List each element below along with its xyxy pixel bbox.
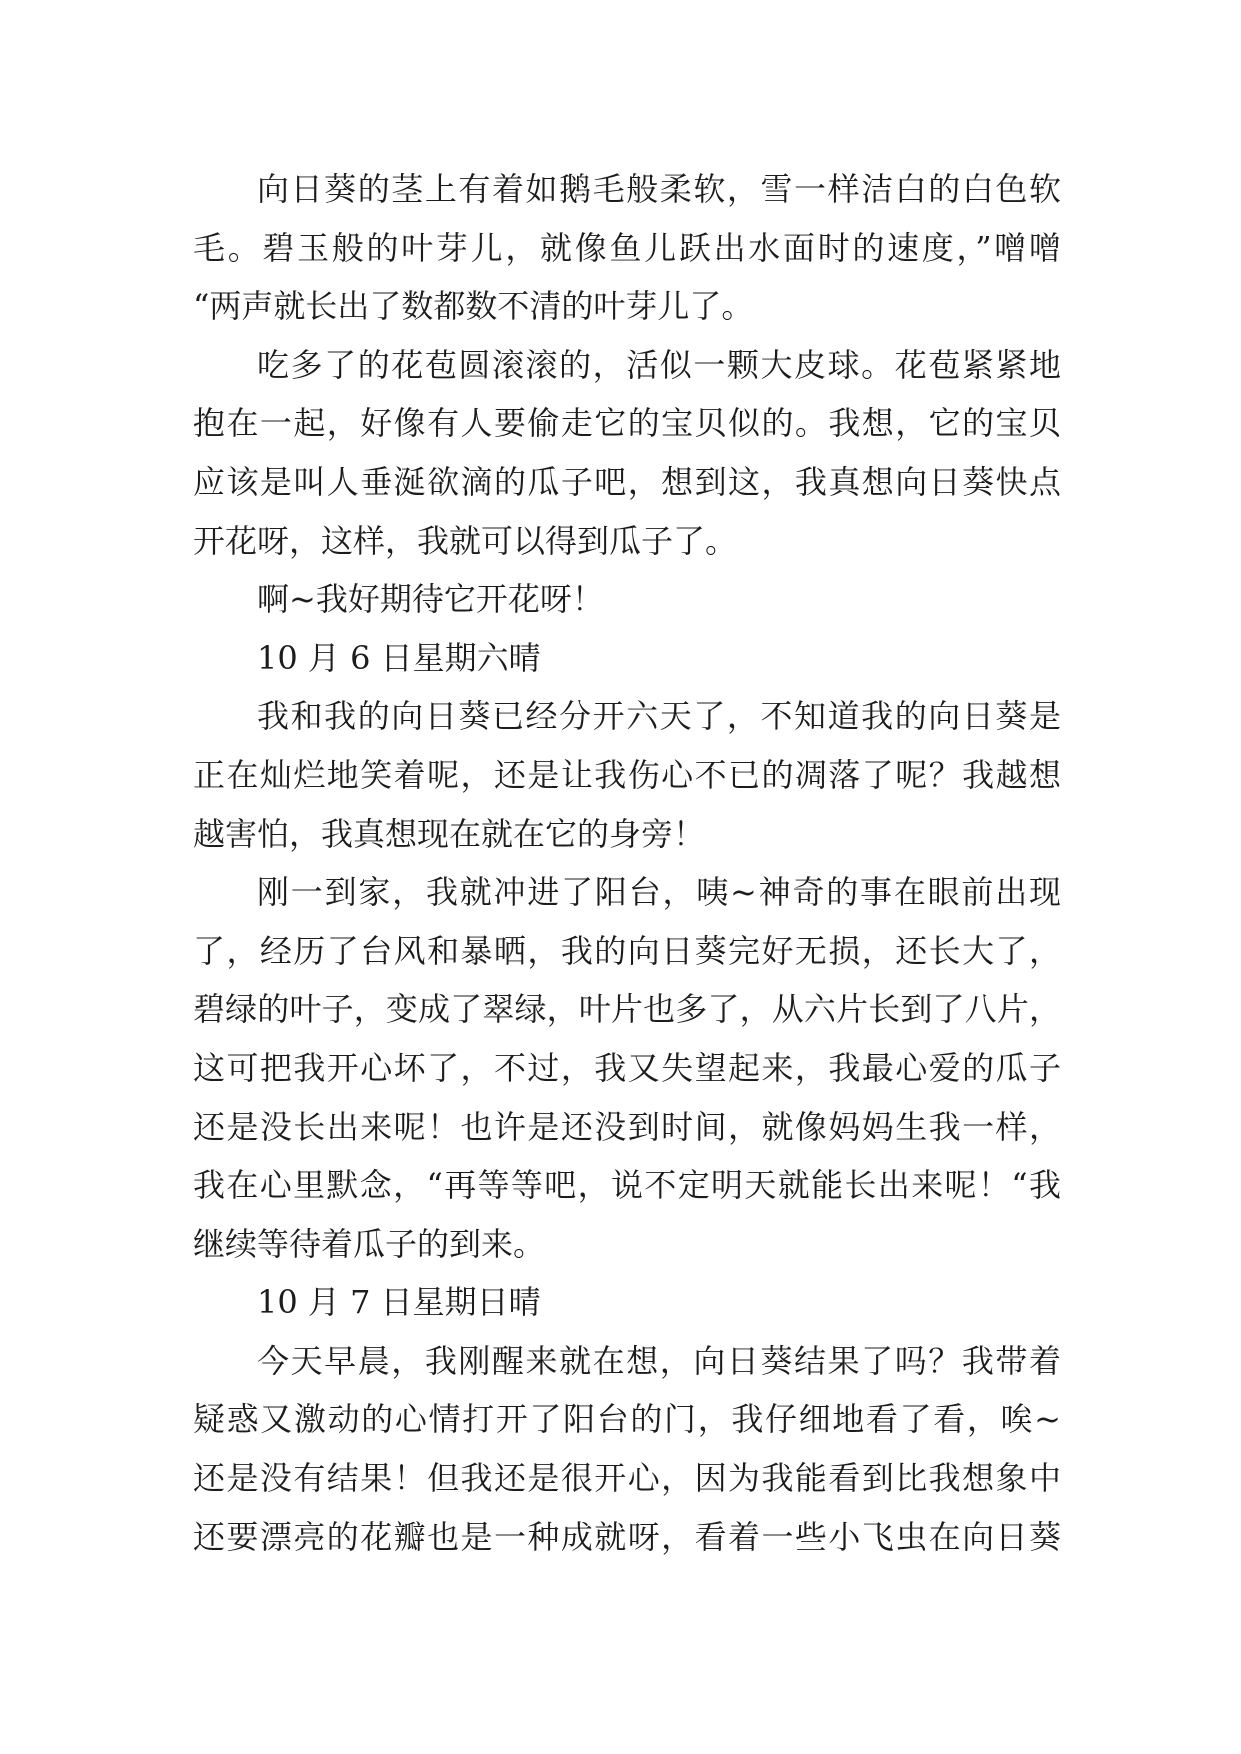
paragraph [193, 863, 1061, 1273]
text-line: 继续等待着瓜子的到来。 [193, 1224, 546, 1263]
text-line: 吃多了的花苞圆滚滚的，活似一颗大皮球。花苞紧紧地 [257, 345, 1061, 384]
paragraph [193, 687, 1061, 863]
text-line: 正在灿烂地笑着呢，还是让我伤心不已的凋落了呢？我越想 [193, 755, 1061, 794]
text-line: 我和我的向日葵已经分开六天了，不知道我的向日葵是 [257, 697, 1061, 736]
date-heading [193, 629, 1061, 688]
date-line: 10 月 7 日星期日晴 [257, 1283, 541, 1322]
text-line: 今天早晨，我刚醒来就在想，向日葵结果了吗？我带着 [257, 1341, 1061, 1380]
text-line: 了，经历了台风和暴晒，我的向日葵完好无损，还长大了， [193, 931, 1061, 970]
text-line: 碧绿的叶子，变成了翠绿，叶片也多了，从六片长到了八片， [193, 990, 1061, 1029]
paragraph [193, 1332, 1061, 1566]
text-line: 毛。碧玉般的叶芽儿，就像鱼儿跃出水面时的速度，”噌噌 [193, 228, 1061, 267]
text-line: 啊~我好期待它开花呀！ [257, 580, 604, 619]
date-heading [193, 1273, 1061, 1332]
text-line: 向日葵的茎上有着如鹅毛般柔软，雪一样洁白的白色软 [257, 170, 1061, 208]
text-line: 越害怕，我真想现在就在它的身旁！ [193, 814, 706, 853]
text-line: 这可把我开心坏了，不过，我又失望起来，我最心爱的瓜子 [193, 1048, 1061, 1087]
paragraph [193, 570, 1061, 629]
text-line: “两声就长出了数都数不清的叶芽儿了。 [193, 287, 754, 326]
date-line: 10 月 6 日星期六晴 [257, 638, 541, 677]
text-line: 疑惑又激动的心情打开了阳台的门，我仔细地看了看，唉~ [193, 1400, 1061, 1439]
paragraph [193, 160, 1061, 336]
text-line: 我在心里默念，“再等等吧，说不定明天就能长出来呢！“我 [193, 1166, 1061, 1205]
text-line: 抱在一起，好像有人要偷走它的宝贝似的。我想，它的宝贝 [193, 404, 1061, 443]
document-body [193, 160, 1061, 1566]
text-line: 应该是叫人垂涎欲滴的瓜子吧，想到这，我真想向日葵快点 [193, 462, 1061, 501]
text-line: 还是没有结果！但我还是很开心，因为我能看到比我想象中 [193, 1459, 1061, 1498]
text-line: 还要漂亮的花瓣也是一种成就呀，看着一些小飞虫在向日葵 [193, 1517, 1061, 1556]
text-line: 刚一到家，我就冲进了阳台，咦~神奇的事在眼前出现 [257, 873, 1061, 912]
paragraph [193, 336, 1061, 570]
text-line: 开花呀，这样，我就可以得到瓜子了。 [193, 521, 738, 560]
text-line: 还是没长出来呢！也许是还没到时间，就像妈妈生我一样， [193, 1107, 1061, 1146]
